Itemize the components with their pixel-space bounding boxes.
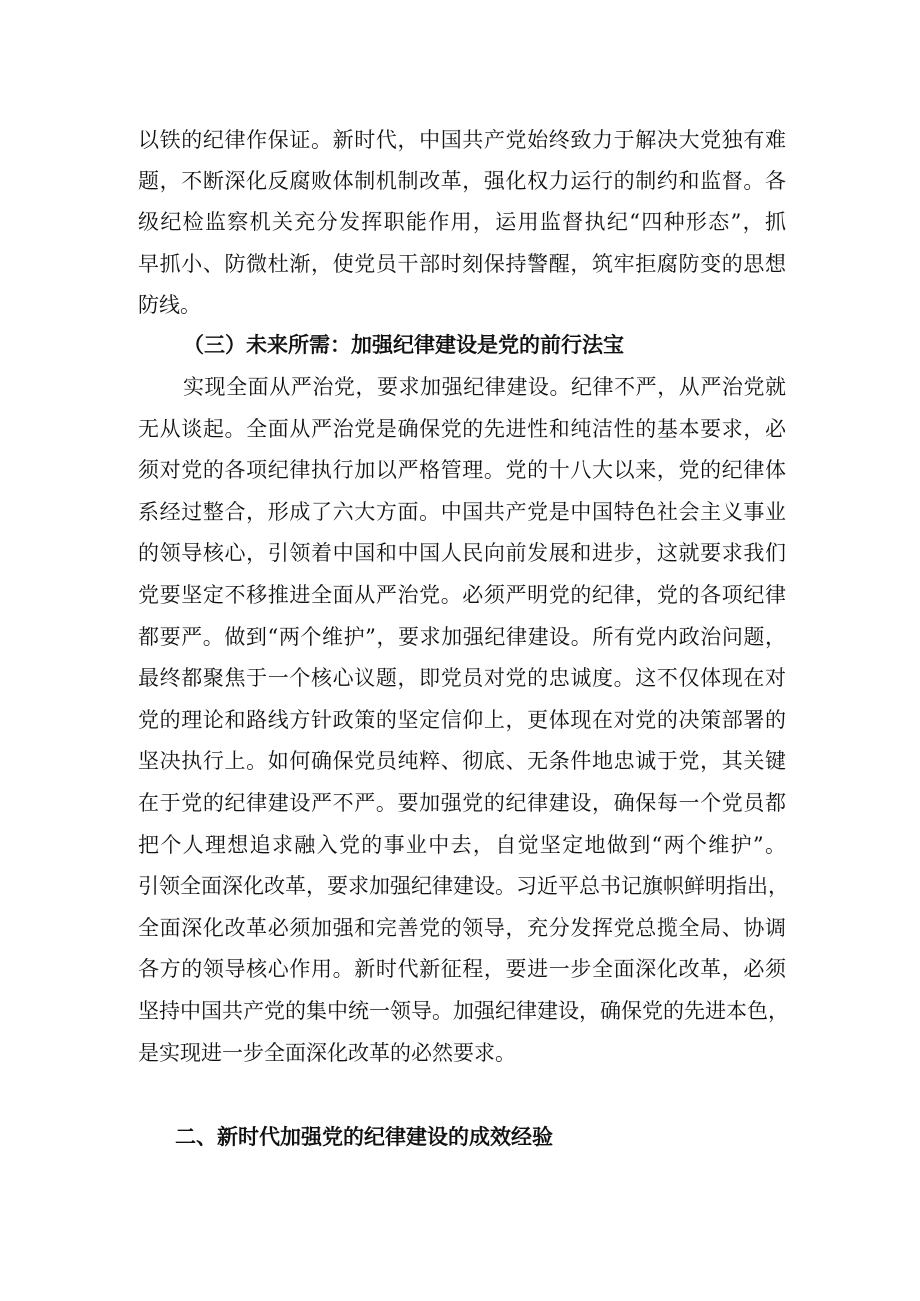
paragraph-line: 以铁的纪律作保证。新时代，中国共产党始终致力于解决大党独有难 <box>138 128 786 152</box>
paragraph-line: 系经过整合，形成了六大方面。中国共产党是中国特色社会主义事业 <box>138 499 786 524</box>
paragraph-line: 的领导核心，引领着中国和中国人民向前发展和进步，这就要求我们 <box>138 541 786 566</box>
paragraph-line: 实现全面从严治党，要求加强纪律建设。纪律不严，从严治党就 <box>183 375 786 399</box>
paragraph-line: 都要严。做到“两个维护”，要求加强纪律建设。所有党内政治问题， <box>138 624 786 649</box>
paragraph-line: 是实现进一步全面深化改革的必然要求。 <box>138 1040 516 1065</box>
paragraph-line: 引领全面深化改革，要求加强纪律建设。习近平总书记旗帜鲜明指出， <box>138 874 789 899</box>
paragraph-line: 最终都聚焦于一个核心议题，即党员对党的忠诚度。这不仅体现在对 <box>138 666 786 691</box>
paragraph-line: 把个人理想追求融入党的事业中去，自觉坚定地做到“两个维护”。 <box>138 832 786 857</box>
paragraph-line: 各方的领导核心作用。新时代新征程，要进一步全面深化改革，必须 <box>138 957 786 982</box>
paragraph-line: 党要坚定不移推进全面从严治党。必须严明党的纪律，党的各项纪律 <box>138 583 786 607</box>
paragraph-line: 坚持中国共产党的集中统一领导。加强纪律建设，确保党的先进本色， <box>138 999 789 1023</box>
paragraph-line: 防线。 <box>138 292 201 317</box>
paragraph-line: 级纪检监察机关充分发挥职能作用，运用监督执纪“四种形态”，抓 <box>138 210 786 235</box>
paragraph-line: 须对党的各项纪律执行加以严格管理。党的十八大以来，党的纪律体 <box>138 458 786 483</box>
chapter-heading: 二、新时代加强党的纪律建设的成效经验 <box>175 1125 553 1149</box>
paragraph-line: 全面深化改革必须加强和完善党的领导，充分发挥党总揽全局、协调 <box>138 915 786 940</box>
paragraph-line: 在于党的纪律建设严不严。要加强党的纪律建设，确保每一个党员都 <box>138 791 786 815</box>
paragraph-line: 坚决执行上。如何确保党员纯粹、彻底、无条件地忠诚于党，其关键 <box>138 749 786 774</box>
paragraph-line: 题，不断深化反腐败体制机制改革，强化权力运行的制约和监督。各 <box>138 169 786 194</box>
paragraph-line: 早抓小、防微杜渐，使党员干部时刻保持警醒，筑牢拒腐防变的思想 <box>138 251 786 276</box>
paragraph-line: 党的理论和路线方针政策的坚定信仰上，更体现在对党的决策部署的 <box>138 707 786 732</box>
paragraph-line: 无从谈起。全面从严治党是确保党的先进性和纯洁性的基本要求，必 <box>138 416 786 441</box>
section-heading: （三）未来所需：加强纪律建设是党的前行法宝 <box>183 333 624 357</box>
